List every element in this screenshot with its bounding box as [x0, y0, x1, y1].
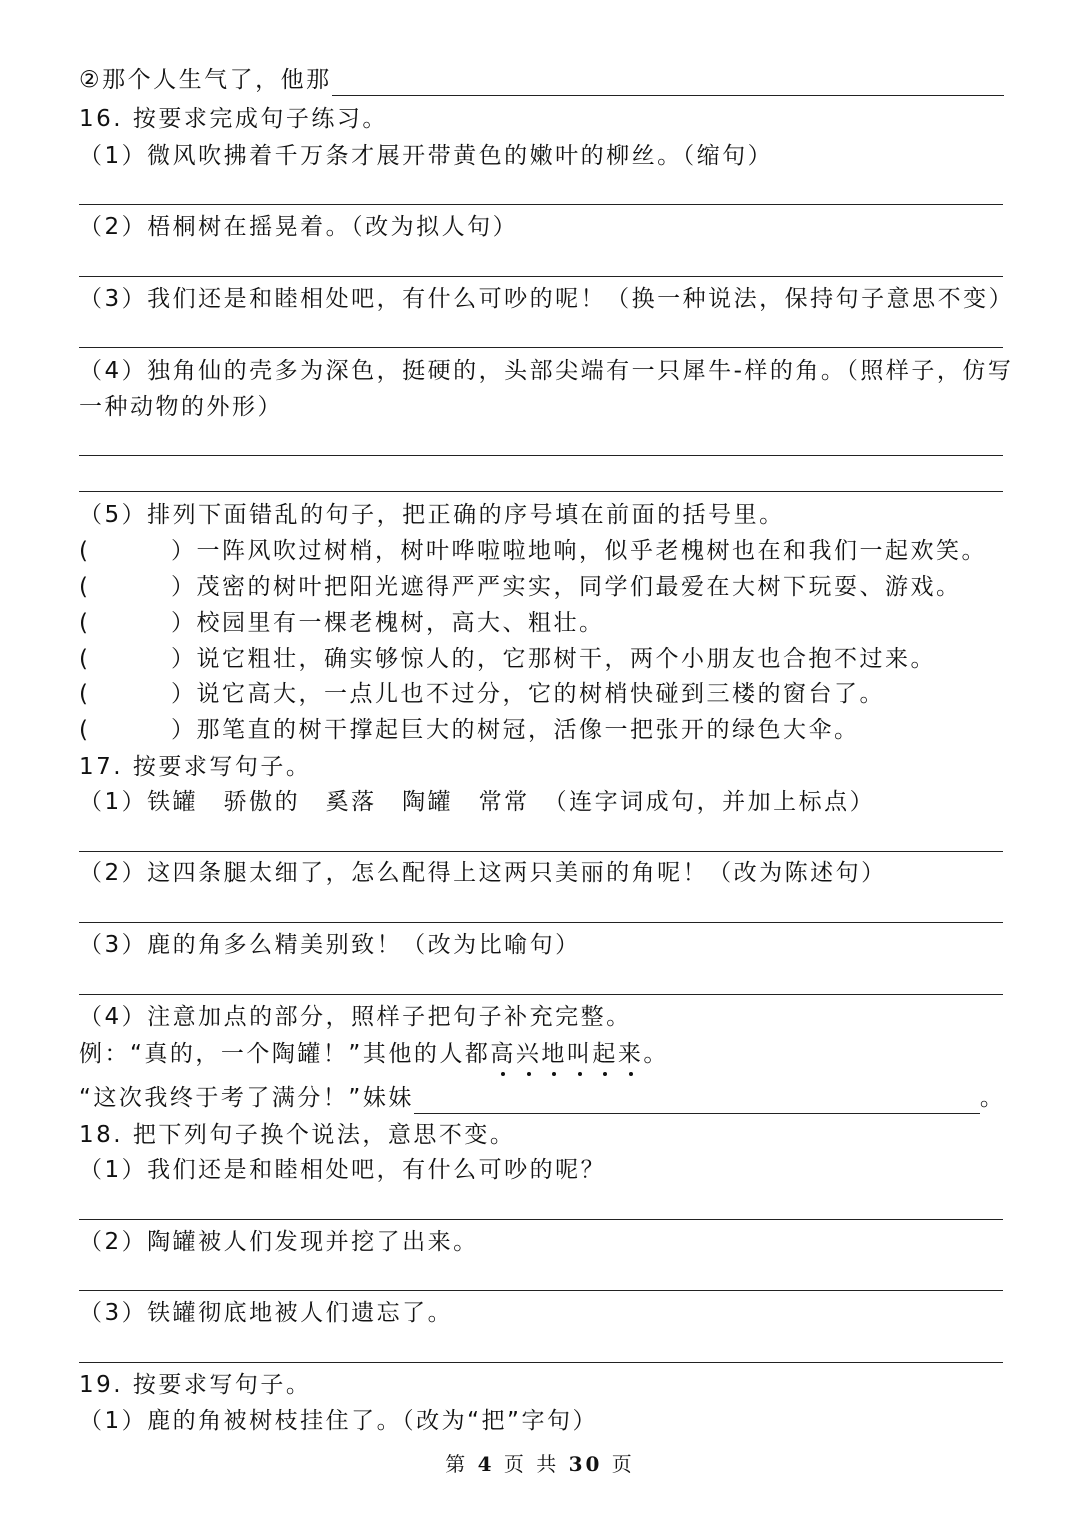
q16-item-4: （4）独角仙的壳多为深色，挺硬的，头部尖端有一只犀牛-样的角。（照样子，仿写 [79, 358, 1014, 384]
dotted-char: 来 [618, 1038, 644, 1070]
q18-item-1-answer-line[interactable] [79, 1219, 1003, 1220]
q18-header: 18. 把下列句子换个说法，意思不变。 [79, 1122, 516, 1148]
order-bracket-5[interactable]: ( [79, 681, 91, 707]
q16-header: 16. 按要求完成句子练习。 [79, 106, 388, 132]
q18-item-2: （2）陶罐被人们发现并挖了出来。 [79, 1229, 479, 1255]
footer-suffix: 页 [611, 1452, 635, 1476]
page-footer [0, 1448, 1080, 1477]
q17-item-3: （3）鹿的角多么精美别致！（改为比喻句） [79, 932, 581, 958]
order-sentence-5: ）说它高大，一点儿也不过分，它的树梢快碰到三楼的窗台了。 [171, 681, 885, 707]
order-bracket-1[interactable]: ( [79, 538, 91, 564]
order-row [79, 535, 1004, 567]
q16-item-5: （5）排列下面错乱的句子，把正确的序号填在前面的括号里。 [79, 502, 785, 528]
order-sentence-6: ）那笔直的树干撑起巨大的树冠，活像一把张开的绿色大伞。 [171, 717, 860, 743]
q16-item-3: （3）我们还是和睦相处吧，有什么可吵的呢！（换一种说法，保持句子意思不变） [79, 286, 1015, 312]
q17-item-2: （2）这四条腿太细了，怎么配得上这两只美丽的角呢！（改为陈述句） [79, 860, 887, 886]
q17-item-3-answer-line[interactable] [79, 994, 1003, 995]
q17-header: 17. 按要求写句子。 [79, 754, 312, 780]
footer-total-pages: 30 [568, 1452, 603, 1476]
q18-item-3: （3）铁罐彻底地被人们遗忘了。 [79, 1300, 454, 1326]
order-sentence-4: ）说它粗壮，确实够惊人的，它那树干，两个小朋友也合抱不过来。 [171, 646, 936, 672]
q16-item-3-answer-line[interactable] [79, 347, 1003, 348]
q18-item-1: （1）我们还是和睦相处吧，有什么可吵的呢？ [79, 1157, 607, 1183]
order-row [79, 643, 1004, 675]
q18-item-3-answer-line[interactable] [79, 1362, 1003, 1363]
dotted-char: 地 [541, 1038, 567, 1070]
order-bracket-4[interactable]: ( [79, 646, 91, 672]
order-bracket-3[interactable]: ( [79, 610, 91, 636]
q16-item-4-answer-line-2[interactable] [79, 491, 1003, 492]
dotted-char: 起 [592, 1038, 618, 1070]
footer-middle: 页 共 [503, 1452, 560, 1476]
q17-item-4: （4）注意加点的部分，照样子把句子补充完整。 [79, 1004, 632, 1030]
order-sentence-2: ）茂密的树叶把阳光遮得严严实实，同学们最爱在大树下玩耍、游戏。 [171, 574, 962, 600]
q17-fill-suffix: 。 [979, 1085, 1006, 1111]
order-sentence-3: ）校园里有一棵老槐树，高大、粗壮。 [171, 610, 605, 636]
order-bracket-6[interactable]: ( [79, 717, 91, 743]
q17-item-1-answer-line[interactable] [79, 851, 1003, 852]
q16-item-2-answer-line[interactable] [79, 276, 1003, 277]
q15-answer-blank[interactable] [332, 69, 1004, 96]
q18-item-2-answer-line[interactable] [79, 1290, 1003, 1291]
order-bracket-2[interactable]: ( [79, 574, 91, 600]
order-row [79, 607, 1004, 639]
q19-header: 19. 按要求写句子。 [79, 1372, 312, 1398]
q17-item-1: （1）铁罐 骄傲的 奚落 陶罐 常常 （连字词成句，并加上标点） [79, 789, 876, 815]
q16-item-1: （1）微风吹拂着千万条才展开带黄色的嫩叶的柳丝。（缩句） [79, 143, 774, 169]
dotted-char: 叫 [567, 1038, 593, 1070]
dotted-char: 兴 [516, 1038, 542, 1070]
q16-item-4-cont: 一种动物的外形） [79, 394, 283, 420]
order-row [79, 714, 1004, 746]
q17-fill-blank[interactable] [414, 1087, 980, 1114]
q15-item-2 [79, 64, 1004, 96]
footer-prefix: 第 [445, 1452, 469, 1476]
q16-item-1-answer-line[interactable] [79, 204, 1003, 205]
order-row [79, 678, 1004, 710]
footer-page-number: 4 [477, 1452, 495, 1476]
q17-example [79, 1038, 1004, 1070]
q16-item-2: （2）梧桐树在摇晃着。（改为拟人句） [79, 214, 519, 240]
order-sentence-1: ）一阵风吹过树梢，树叶哗啦啦地响，似乎老槐树也在和我们一起欢笑。 [171, 538, 987, 564]
dotted-char: 高 [490, 1038, 516, 1070]
q15-item-2-text: ②那个人生气了，他那 [79, 67, 332, 93]
q19-item-1: （1）鹿的角被树枝挂住了。（改为“把”字句） [79, 1408, 598, 1434]
q17-item-2-answer-line[interactable] [79, 922, 1003, 923]
q16-item-4-answer-line-1[interactable] [79, 455, 1003, 456]
q17-fill-prefix: “这次我终于考了满分！”妹妹 [79, 1085, 414, 1111]
order-row [79, 571, 1004, 603]
q17-example-prefix: 例：“真的，一个陶罐！”其他的人都 [79, 1041, 491, 1067]
q17-example-suffix: 。 [643, 1041, 669, 1067]
q17-fill [79, 1082, 1004, 1114]
